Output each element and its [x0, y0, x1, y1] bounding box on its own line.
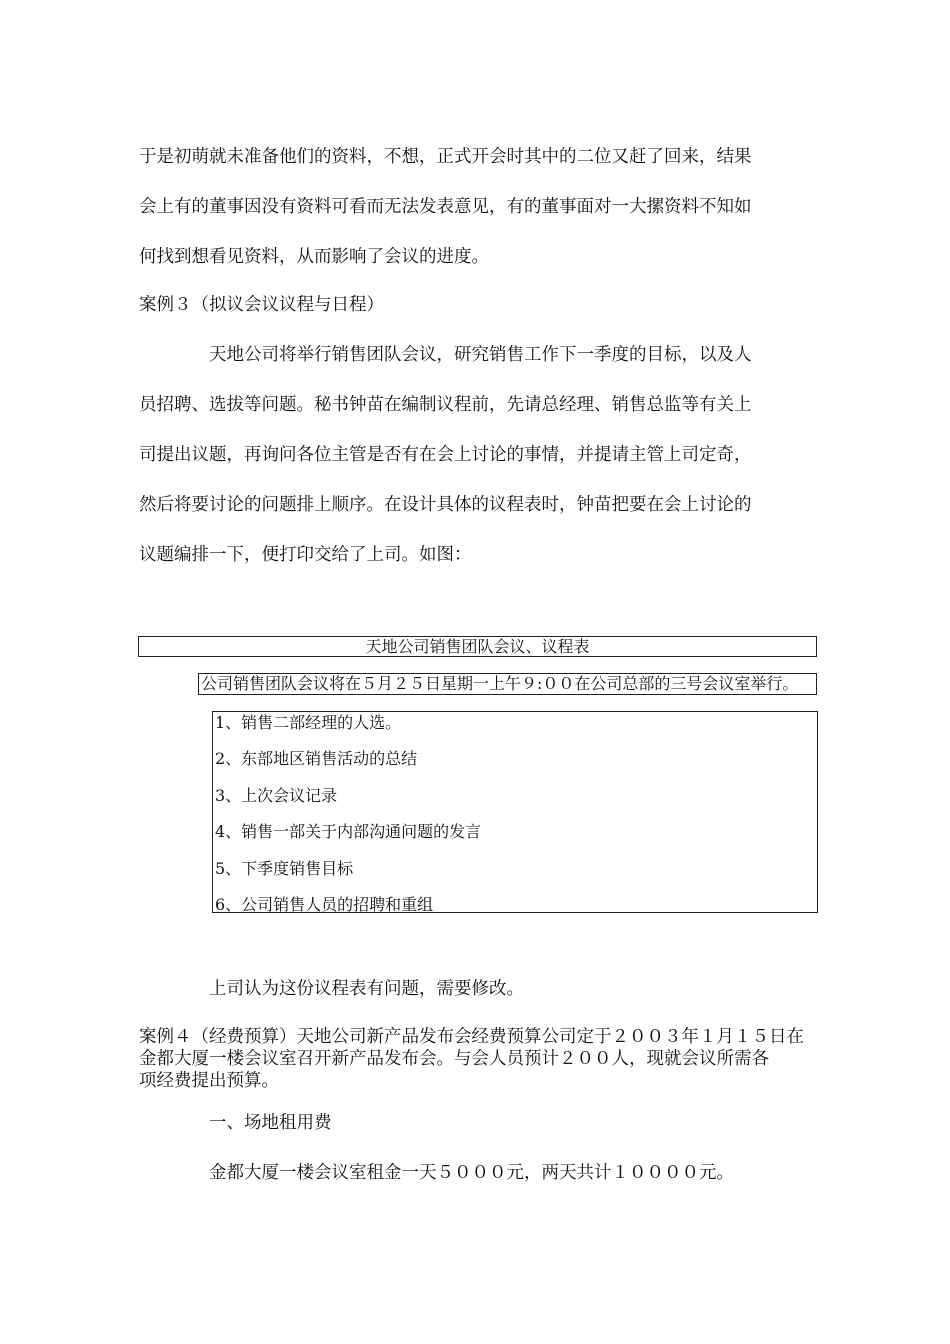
agenda-title: 天地公司销售团队会议、议程表: [138, 636, 817, 657]
paragraph-line: 会上有的董事因没有资料可看而无法发表意见，有的董事面对一大摞资料不知如: [139, 197, 752, 217]
paragraph-line: 于是初萌就未准备他们的资料，不想，正式开会时其中的二位又赶了回来，结果: [139, 147, 752, 167]
paragraph-line: 天地公司将举行销售团队会议，研究销售工作下一季度的目标，以及人: [209, 345, 752, 365]
case4-line: 金都大厦一楼会议室召开新产品发布会。与会人员预计２００人，现就会议所需各: [139, 1049, 769, 1069]
paragraph-line: 司提出议题，再询问各位主管是否有在会上讨论的事情，并提请主管上司定奇，: [139, 445, 752, 465]
agenda-item-list: [212, 711, 818, 913]
agenda-item: 1、销售二部经理的人选。: [215, 713, 402, 732]
section1-heading: 一、场地租用费: [209, 1113, 332, 1133]
paragraph-line: 何找到想看见资料，从而影响了会议的进度。: [139, 247, 489, 267]
agenda-item: 4、销售一部关于内部沟通问题的发言: [215, 822, 482, 841]
agenda-item: 5、下季度销售目标: [215, 859, 354, 878]
case3-heading: 案例３（拟议会议议程与日程）: [139, 295, 384, 315]
case4-line: 案例４（经费预算）天地公司新产品发布会经费预算公司定于２００３年１月１５日在: [139, 1027, 804, 1047]
agenda-item: 2、东部地区销售活动的总结: [215, 749, 418, 768]
case4-line: 项经费提出预算。: [139, 1071, 279, 1091]
paragraph-line: 然后将要讨论的问题排上顺序。在设计具体的议程表时，钟苗把要在会上讨论的: [139, 495, 752, 515]
agenda-note: 公司销售团队会议将在５月２５日星期一上午９:００在公司总部的三号会议室举行。: [198, 673, 817, 695]
paragraph-line: 员招聘、选拔等问题。秘书钟苗在编制议程前，先请总经理、销售总监等有关上: [139, 395, 752, 415]
agenda-item: 3、上次会议记录: [215, 786, 338, 805]
section1-text: 金都大厦一楼会议室租金一天５０００元，两天共计１００００元。: [209, 1163, 734, 1183]
agenda-item: 6、公司销售人员的招聘和重组: [215, 895, 434, 914]
supervisor-comment: 上司认为这份议程表有问题，需要修改。: [209, 979, 524, 999]
paragraph-line: 议题编排一下，便打印交给了上司。如图：: [139, 545, 472, 565]
